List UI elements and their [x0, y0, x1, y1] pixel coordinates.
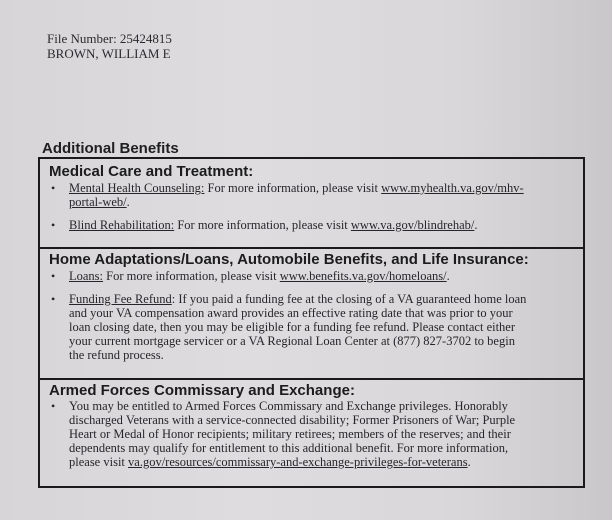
item-end: . [126, 195, 130, 209]
item-text: please visit [69, 455, 129, 469]
mental-health-label: Mental Health Counseling: [69, 181, 205, 195]
section-title: Additional Benefits [42, 140, 179, 157]
benefits-box [38, 157, 585, 488]
bullet: • [51, 292, 56, 306]
list-item [49, 292, 583, 362]
myhealth-link-cont[interactable]: portal-web/ [69, 195, 127, 209]
item-text: For more information, please visit [174, 218, 351, 232]
veteran-name: BROWN, WILLIAM E [47, 46, 171, 61]
commissary-link[interactable]: va.gov/resources/commissary-and-exchange-privileges-for-veterans [128, 455, 468, 469]
item-text: loan closing date, then you may be eligible for a funding fee refund. Please contact either [69, 320, 516, 334]
item-text: For more information, please visit [103, 269, 280, 283]
item-end: . [474, 218, 478, 232]
item-text: discharged Veterans with a service-connected disability; Former Prisoners of War; Purple [69, 413, 516, 427]
bullet: • [51, 269, 56, 283]
item-text: your current mortgage servicer or a VA Regional Loan Center at (877) 827-3702 to begin [69, 334, 515, 348]
item-text: You may be entitled to Armed Forces Commissary and Exchange privileges. Honorably [69, 399, 508, 413]
funding-fee-label: Funding Fee Refund [69, 292, 172, 306]
home-adaptations-section [40, 249, 583, 380]
item-text: and your VA compensation award provides an effective rating date that was prior to your [69, 306, 513, 320]
section-heading: Armed Forces Commissary and Exchange: [49, 382, 355, 399]
bullet: • [51, 181, 56, 195]
myhealth-link[interactable]: www.myhealth.va.gov/mhv- [381, 181, 524, 195]
list-item [49, 269, 583, 283]
section-heading: Home Adaptations/Loans, Automobile Benefits, and Life Insurance: [49, 251, 529, 268]
medical-care-section [40, 161, 583, 249]
item-end: . [446, 269, 450, 283]
item-text: : If you paid a funding fee at the closing of a VA guaranteed home loan [171, 292, 527, 306]
blind-rehab-label: Blind Rehabilitation: [69, 218, 175, 232]
list-item [49, 399, 583, 469]
bullet: • [51, 399, 56, 413]
list-item [49, 181, 583, 209]
list-item [49, 218, 583, 232]
item-text: the refund process. [69, 348, 164, 362]
file-header [47, 31, 172, 61]
homeloans-link[interactable]: www.benefits.va.gov/homeloans/ [279, 269, 447, 283]
section-heading: Medical Care and Treatment: [49, 163, 254, 180]
item-end: . [467, 455, 471, 469]
file-number: File Number: 25424815 [47, 31, 172, 46]
loans-label: Loans: [69, 269, 104, 283]
bullet: • [51, 218, 56, 232]
blindrehab-link[interactable]: www.va.gov/blindrehab/ [350, 218, 475, 232]
item-text: Heart or Medal of Honor recipients; military retirees; members of the reserves; and their [69, 427, 511, 441]
item-text: dependents may qualify for entitlement to this additional benefit. For more information, [69, 441, 509, 455]
item-text: For more information, please visit [204, 181, 382, 195]
commissary-section [40, 380, 583, 486]
